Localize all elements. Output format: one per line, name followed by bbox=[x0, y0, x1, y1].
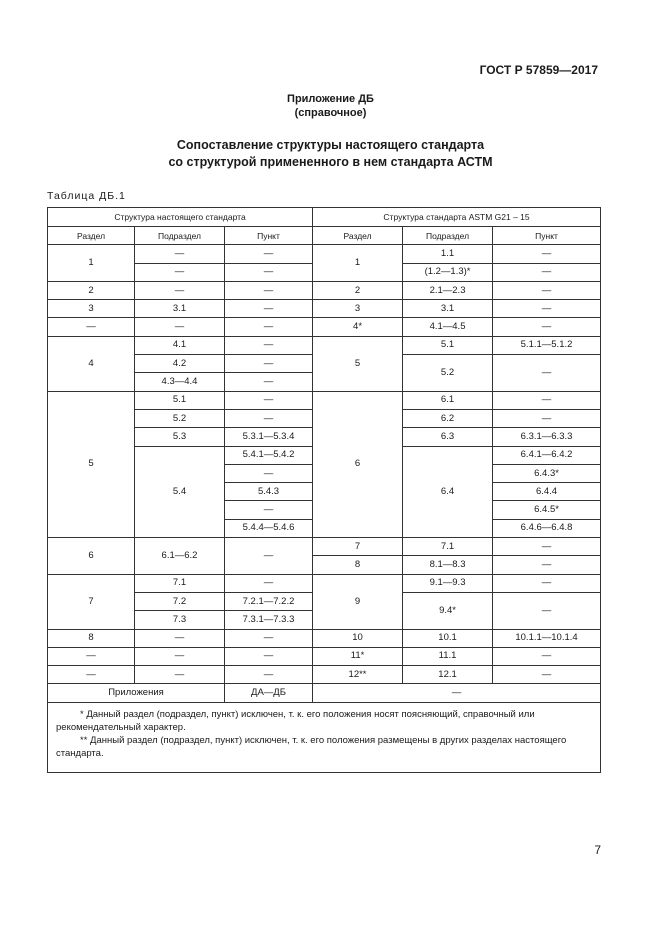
table-cell: 6.2 bbox=[403, 409, 493, 427]
col-header-item: Пункт bbox=[493, 227, 601, 245]
group-header-right: Структура стандарта ASTM G21 – 15 bbox=[313, 208, 601, 227]
table-cell: — bbox=[493, 538, 601, 556]
comparison-title-line2: со структурой примененного в нем стандарта АСТМ bbox=[168, 155, 493, 169]
table-cell: 4.2 bbox=[135, 355, 225, 373]
table-cell: 6.3 bbox=[403, 428, 493, 446]
table-cell: 7.2 bbox=[135, 592, 225, 610]
table-cell: 5 bbox=[48, 391, 135, 537]
table-cell: Приложения bbox=[48, 684, 225, 702]
table-cell: — bbox=[48, 647, 135, 665]
table-cell: — bbox=[493, 666, 601, 684]
table-cell: 11* bbox=[313, 647, 403, 665]
table-cell: 6.4 bbox=[403, 446, 493, 537]
col-header-section: Раздел bbox=[313, 227, 403, 245]
table-cell: 9.1—9.3 bbox=[403, 574, 493, 592]
table-cell: — bbox=[225, 300, 313, 318]
appendix-title: Приложение ДБ bbox=[287, 93, 374, 105]
table-cell: 5 bbox=[313, 336, 403, 391]
table-cell: 6.4.4 bbox=[493, 483, 601, 501]
table-cell: 1 bbox=[48, 245, 135, 282]
table-cell: 7 bbox=[48, 574, 135, 629]
table-cell: 5.1 bbox=[135, 391, 225, 409]
table-cell: — bbox=[225, 318, 313, 336]
table-cell: 3 bbox=[313, 300, 403, 318]
appendix-heading bbox=[0, 92, 661, 120]
table-cell: 6 bbox=[48, 538, 135, 575]
table-cell: 7.1 bbox=[135, 574, 225, 592]
table-cell: — bbox=[493, 355, 601, 392]
table-cell: — bbox=[493, 647, 601, 665]
table-row bbox=[48, 318, 601, 336]
table-cell: 4.3—4.4 bbox=[135, 373, 225, 391]
table-cell: 6.1 bbox=[403, 391, 493, 409]
col-header-subsection: Подраздел bbox=[403, 227, 493, 245]
table-cell: 9 bbox=[313, 574, 403, 629]
table-cell: — bbox=[48, 666, 135, 684]
table-cell: 6.4.5* bbox=[493, 501, 601, 519]
table-cell: 6.1—6.2 bbox=[135, 538, 225, 575]
table-caption: Таблица ДБ.1 bbox=[47, 190, 126, 202]
table-cell: 12** bbox=[313, 666, 403, 684]
table-cell: — bbox=[493, 263, 601, 281]
table-cell: 6.4.1—6.4.2 bbox=[493, 446, 601, 464]
table-cell: — bbox=[135, 318, 225, 336]
table-cell: 8.1—8.3 bbox=[403, 556, 493, 574]
table-cell: 5.1.1—5.1.2 bbox=[493, 336, 601, 354]
table-cell: — bbox=[493, 574, 601, 592]
table-cell: 8 bbox=[313, 556, 403, 574]
table-row bbox=[48, 666, 601, 684]
table-cell: — bbox=[493, 391, 601, 409]
table-cell: — bbox=[225, 538, 313, 575]
table-cell: 6.4.6—6.4.8 bbox=[493, 519, 601, 537]
table-cell: — bbox=[135, 666, 225, 684]
table-cell: 6 bbox=[313, 391, 403, 537]
table-cell: 5.3.1—5.3.4 bbox=[225, 428, 313, 446]
table-cell: 1.1 bbox=[403, 245, 493, 263]
table-cell: — bbox=[225, 355, 313, 373]
table-row bbox=[48, 245, 601, 263]
table-cell: — bbox=[225, 574, 313, 592]
table-cell: 7 bbox=[313, 538, 403, 556]
table-cell: 5.2 bbox=[403, 355, 493, 392]
table-cell: — bbox=[135, 629, 225, 647]
table-cell: — bbox=[225, 336, 313, 354]
table-cell: — bbox=[493, 318, 601, 336]
table-cell: 7.1 bbox=[403, 538, 493, 556]
table-cell: — bbox=[493, 281, 601, 299]
table-cell: — bbox=[135, 245, 225, 263]
table-cell: 2 bbox=[313, 281, 403, 299]
table-cell: — bbox=[225, 373, 313, 391]
table-cell: — bbox=[493, 409, 601, 427]
table-cell: 5.4.4—5.4.6 bbox=[225, 519, 313, 537]
table-cell: — bbox=[225, 647, 313, 665]
table-cell: 3 bbox=[48, 300, 135, 318]
table-cell: 8 bbox=[48, 629, 135, 647]
table-cell: 4.1 bbox=[135, 336, 225, 354]
table-row bbox=[48, 281, 601, 299]
table-row bbox=[48, 629, 601, 647]
table-row bbox=[48, 391, 601, 409]
table-cell: — bbox=[48, 318, 135, 336]
table-row bbox=[48, 300, 601, 318]
table-row bbox=[48, 336, 601, 354]
table-cell: 5.4 bbox=[135, 446, 225, 537]
table-row bbox=[48, 574, 601, 592]
table-cell: — bbox=[135, 647, 225, 665]
table-cell: 12.1 bbox=[403, 666, 493, 684]
structure-comparison-table bbox=[47, 207, 601, 773]
table-cell: — bbox=[493, 556, 601, 574]
table-cell: — bbox=[313, 684, 601, 702]
table-cell: 5.2 bbox=[135, 409, 225, 427]
table-cell: — bbox=[225, 501, 313, 519]
table-cell: 7.3 bbox=[135, 611, 225, 629]
table-cell: — bbox=[225, 245, 313, 263]
table-cell: — bbox=[225, 666, 313, 684]
table-cell: 10.1.1—10.1.4 bbox=[493, 629, 601, 647]
table-cell: — bbox=[493, 300, 601, 318]
table-notes-row bbox=[48, 702, 601, 772]
col-header-subsection: Подраздел bbox=[135, 227, 225, 245]
table-cell: 1 bbox=[313, 245, 403, 282]
appendix-subtitle: (справочное) bbox=[294, 107, 367, 119]
table-cell: 10 bbox=[313, 629, 403, 647]
table-cell: 4* bbox=[313, 318, 403, 336]
table-cell: 5.4.3 bbox=[225, 483, 313, 501]
comparison-heading bbox=[0, 137, 661, 171]
table-cell: — bbox=[225, 409, 313, 427]
table-cell: — bbox=[135, 263, 225, 281]
col-header-item: Пункт bbox=[225, 227, 313, 245]
table-cell: 10.1 bbox=[403, 629, 493, 647]
table-cell: 2.1—2.3 bbox=[403, 281, 493, 299]
table-cell: 7.3.1—7.3.3 bbox=[225, 611, 313, 629]
table-column-header-row bbox=[48, 227, 601, 245]
footnote-single-asterisk: * Данный раздел (подраздел, пункт) исключен, т. к. его положения носят поясняющий, справочный или рекомендательный характер. bbox=[56, 708, 535, 733]
table-row bbox=[48, 647, 601, 665]
table-cell: 5.4.1—5.4.2 bbox=[225, 446, 313, 464]
table-cell: ДА—ДБ bbox=[225, 684, 313, 702]
col-header-section: Раздел bbox=[48, 227, 135, 245]
table-cell: (1.2—1.3)* bbox=[403, 263, 493, 281]
table-cell: — bbox=[225, 464, 313, 482]
table-cell: 5.3 bbox=[135, 428, 225, 446]
table-cell: 4.1—4.5 bbox=[403, 318, 493, 336]
table-cell: 5.1 bbox=[403, 336, 493, 354]
table-cell: 9.4* bbox=[403, 592, 493, 629]
table-cell: — bbox=[135, 281, 225, 299]
table-cell: 6.3.1—6.3.3 bbox=[493, 428, 601, 446]
comparison-title-line1: Сопоставление структуры настоящего стандарта bbox=[176, 138, 485, 152]
table-cell: 7.2.1—7.2.2 bbox=[225, 592, 313, 610]
document-id: ГОСТ Р 57859—2017 bbox=[479, 63, 598, 77]
table-cell: — bbox=[493, 592, 601, 629]
table-row bbox=[48, 684, 601, 702]
table-cell: — bbox=[225, 281, 313, 299]
table-cell: 11.1 bbox=[403, 647, 493, 665]
table-cell: — bbox=[493, 245, 601, 263]
table-cell: 4 bbox=[48, 336, 135, 391]
table-cell: — bbox=[225, 263, 313, 281]
table-row bbox=[48, 538, 601, 556]
table-cell: 3.1 bbox=[403, 300, 493, 318]
group-header-left: Структура настоящего стандарта bbox=[48, 208, 313, 227]
table-cell: 3.1 bbox=[135, 300, 225, 318]
table-cell: — bbox=[225, 629, 313, 647]
page-number: 7 bbox=[594, 843, 601, 857]
table-cell: 6.4.3* bbox=[493, 464, 601, 482]
table-notes bbox=[48, 702, 601, 772]
footnote-double-asterisk: ** Данный раздел (подраздел, пункт) исключен, т. к. его положения размещены в других разделах настоящего стандарта. bbox=[56, 734, 567, 759]
table-cell: — bbox=[225, 391, 313, 409]
table-cell: 2 bbox=[48, 281, 135, 299]
table-group-header-row bbox=[48, 208, 601, 227]
